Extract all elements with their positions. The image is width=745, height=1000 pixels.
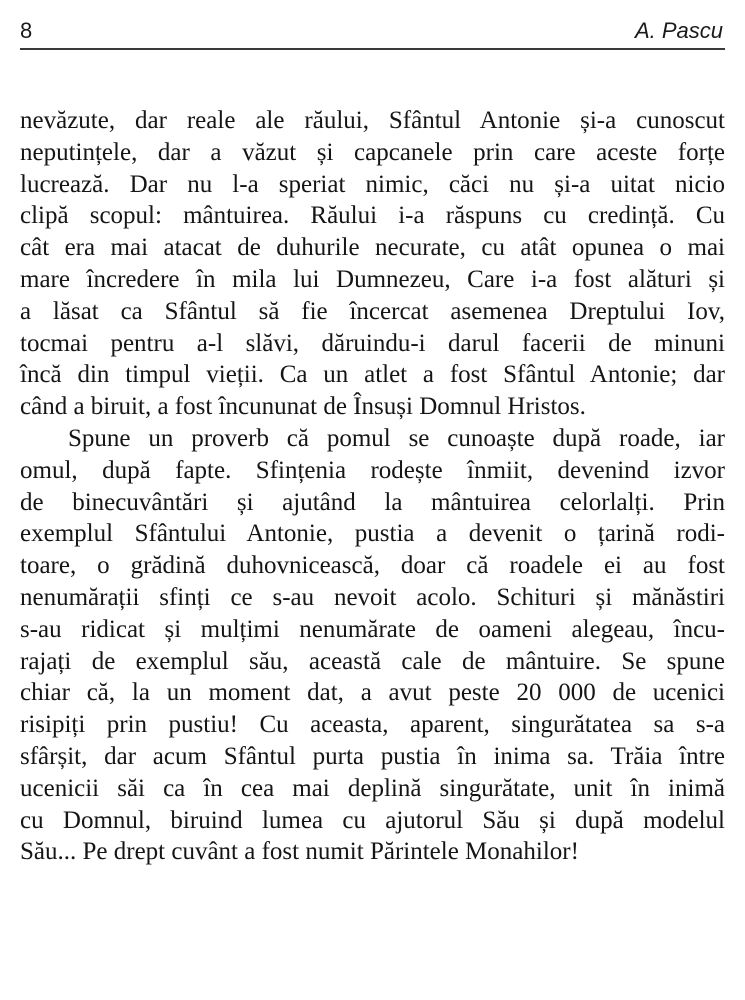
- text-line: de binecuvântări și ajutând la mântuirea celorlalți. Prin: [20, 488, 725, 516]
- text-line: Său... Pe drept cuvânt a fost numit Părintele Monahilor!: [20, 838, 579, 866]
- text-line: încă din timpul vieții. Ca un atlet a fost Sfântul Antonie; dar: [20, 361, 725, 389]
- page-number: 8: [20, 18, 33, 43]
- text-line: cât era mai atacat de duhurile necurate, cu atât opunea o mai: [20, 234, 725, 262]
- paragraph-2: [20, 423, 725, 868]
- text-line: a lăsat ca Sfântul să fie încercat asemenea Dreptului Iov,: [20, 297, 725, 325]
- text-line: nevăzute, dar reale ale răului, Sfântul Antonie și-a cunoscut: [20, 107, 725, 134]
- text-line: clipă scopul: mântuirea. Răului i-a răspuns cu credință. Cu: [20, 202, 725, 230]
- text-line: neputințele, dar a văzut și capcanele prin care aceste forțe: [20, 138, 725, 166]
- body-text: [20, 105, 725, 868]
- text-line: tocmai pentru a-l slăvi, dăruindu-i darul facerii de minuni: [20, 329, 725, 357]
- paragraph-1: [20, 105, 725, 423]
- text-line: omul, după fapte. Sfințenia rodește înmiit, devenind izvor: [20, 456, 725, 484]
- text-line: chiar că, la un moment dat, a avut peste 20 000 de ucenici: [20, 679, 725, 707]
- text-line: toare, o grădină duhovnicească, doar că roadele ei au fost: [20, 552, 725, 580]
- text-line: lucrează. Dar nu l-a speriat nimic, căci nu și-a uitat nicio: [20, 170, 725, 198]
- text-line: mare încredere în mila lui Dumnezeu, Care i-a fost alături și: [20, 265, 725, 293]
- text-line: risipiți prin pustiu! Cu aceasta, aparent, singurătatea sa s-a: [20, 711, 725, 739]
- text-line: s-au ridicat și mulțimi nenumărate de oameni alegeau, încu-: [20, 615, 725, 643]
- page-header: [20, 12, 725, 42]
- text-line: Spune un proverb că pomul se cunoaște după roade, iar: [68, 424, 725, 452]
- text-line: când a biruit, a fost încununat de Însuși Domnul Hristos.: [20, 393, 586, 421]
- text-line: cu Domnul, biruind lumea cu ajutorul Său și după modelul: [20, 806, 725, 834]
- text-line: rajați de exemplul său, această cale de mântuire. Se spune: [20, 647, 725, 675]
- running-head-author: A. Pascu: [634, 18, 723, 43]
- text-line: nenumărații sfinți ce s-au nevoit acolo. Schituri și mănăstiri: [20, 583, 725, 611]
- text-line: sfârșit, dar acum Sfântul purta pustia în inima sa. Trăia între: [20, 742, 725, 770]
- header-rule: [20, 48, 725, 50]
- text-line: ucenicii săi ca în cea mai deplină singurătate, unit în inimă: [20, 774, 725, 802]
- text-line: exemplul Sfântului Antonie, pustia a devenit o țarină rodi-: [20, 520, 725, 548]
